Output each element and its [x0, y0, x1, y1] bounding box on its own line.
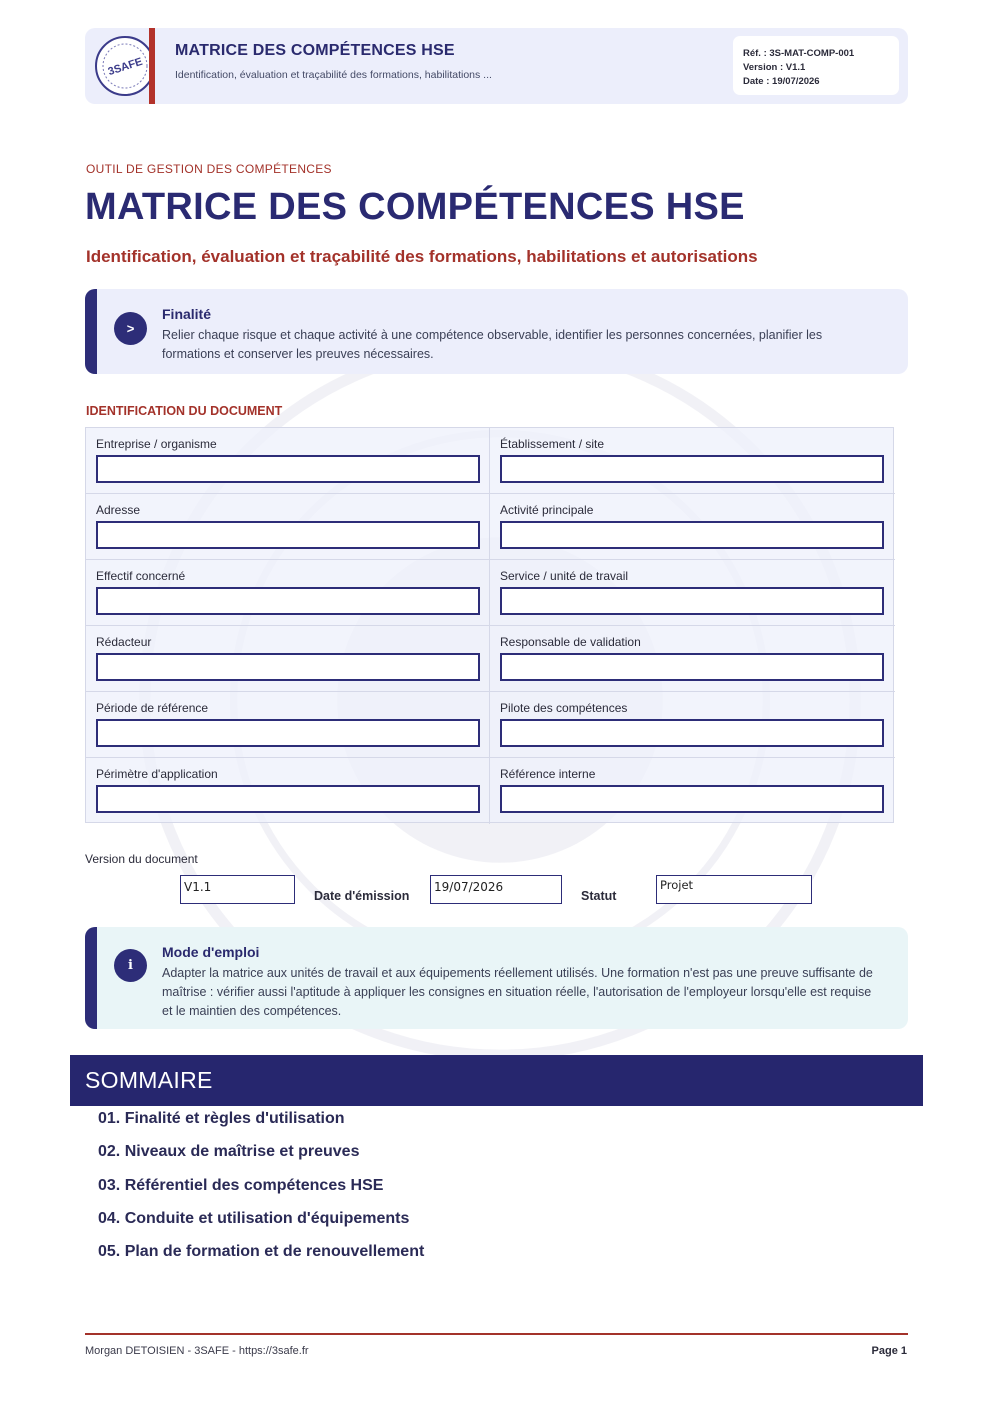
header-accent-bar: [149, 28, 155, 104]
callout-accent-bar: [85, 927, 97, 1029]
field-pilote: [490, 692, 895, 758]
field-reference: [490, 758, 895, 824]
reference-input[interactable]: [500, 785, 884, 813]
date-label: Date d'émission: [314, 889, 410, 903]
field-adresse: [86, 494, 490, 560]
page-title: MATRICE DES COMPÉTENCES HSE: [85, 186, 745, 228]
periode-input[interactable]: [96, 719, 480, 747]
effectif-input[interactable]: [96, 587, 480, 615]
field-service: [490, 560, 895, 626]
identification-title: IDENTIFICATION DU DOCUMENT: [86, 404, 283, 418]
footer-divider: [85, 1333, 908, 1335]
field-label: Établissement / site: [500, 437, 605, 451]
document-meta: [733, 36, 899, 95]
sommaire-item[interactable]: 02. Niveaux de maîtrise et preuves: [98, 1143, 360, 1160]
adresse-input[interactable]: [96, 521, 480, 549]
entreprise-input[interactable]: [96, 455, 480, 483]
header-subtitle: Identification, évaluation et traçabilité des formations, habilitations ...: [175, 69, 492, 81]
etablissement-input[interactable]: [500, 455, 884, 483]
finalite-title: Finalité: [162, 306, 212, 322]
field-responsable: [490, 626, 895, 692]
version-input[interactable]: V1.1: [180, 875, 295, 904]
svg-text:3SAFE: 3SAFE: [106, 55, 145, 79]
field-etablissement: [490, 428, 895, 494]
sommaire-item[interactable]: 05. Plan de formation et de renouvellement: [98, 1243, 425, 1260]
sommaire-item[interactable]: 01. Finalité et règles d'utilisation: [98, 1110, 345, 1127]
mode-emploi-text: Adapter la matrice aux unités de travail et aux équipements réellement utilisés. Une formation n'est pas une preuve suffisante de maîtrise : vérifier aussi l'aptitude à appliquer les consignes en situation réelle, l'autorisation de l'employeur lorsqu'elle est requise et le maintien des compétences.: [162, 966, 873, 1018]
field-label: Activité principale: [500, 503, 594, 517]
perimetre-input[interactable]: [96, 785, 480, 813]
finalite-callout: [85, 289, 908, 374]
status-label: Statut: [581, 889, 617, 903]
meta-version: Version : V1.1: [743, 62, 806, 73]
logo-seal: [93, 34, 157, 98]
page-subtitle: Identification, évaluation et traçabilité des formations, habilitations et autorisations: [86, 247, 758, 266]
field-effectif: [86, 560, 490, 626]
field-entreprise: [86, 428, 490, 494]
sommaire-title: SOMMAIRE: [85, 1067, 213, 1093]
redacteur-input[interactable]: [96, 653, 480, 681]
finalite-text: Relier chaque risque et chaque activité à une compétence observable, identifier les personnes concernées, planifier les formations et conserver les preuves nécessaires.: [162, 328, 823, 361]
field-label: Responsable de validation: [500, 635, 641, 649]
field-perimetre: [86, 758, 490, 824]
field-label: Service / unité de travail: [500, 569, 629, 583]
sommaire-item[interactable]: 03. Référentiel des compétences HSE: [98, 1177, 384, 1194]
activite-input[interactable]: [500, 521, 884, 549]
kicker-label: OUTIL DE GESTION DES COMPÉTENCES: [86, 162, 332, 176]
info-icon: i: [114, 949, 147, 982]
footer-author: Morgan DETOISIEN - 3SAFE - https://3safe.fr: [85, 1345, 309, 1357]
field-label: Période de référence: [96, 701, 209, 715]
version-label: Version du document: [85, 852, 198, 866]
mode-emploi-callout: [85, 927, 908, 1029]
service-input[interactable]: [500, 587, 884, 615]
header-title: MATRICE DES COMPÉTENCES HSE: [175, 42, 455, 59]
chevron-right-icon: >: [114, 312, 147, 345]
document-header: [85, 28, 908, 104]
date-input[interactable]: 19/07/2026: [430, 875, 562, 904]
page-number: Page 1: [871, 1345, 907, 1357]
callout-accent-bar: [85, 289, 97, 374]
status-input[interactable]: Projet: [656, 875, 812, 904]
field-label: Périmètre d'application: [96, 767, 218, 781]
sommaire-item[interactable]: 04. Conduite et utilisation d'équipements: [98, 1210, 410, 1227]
meta-date: Date : 19/07/2026: [743, 76, 820, 87]
identification-grid: [85, 427, 894, 823]
field-label: Référence interne: [500, 767, 596, 781]
field-label: Entreprise / organisme: [96, 437, 217, 451]
field-activite: [490, 494, 895, 560]
mode-emploi-title: Mode d'emploi: [162, 944, 260, 960]
meta-ref: Réf. : 3S-MAT-COMP-001: [743, 48, 855, 59]
field-periode: [86, 692, 490, 758]
field-label: Effectif concerné: [96, 569, 186, 583]
field-label: Adresse: [96, 503, 141, 517]
field-redacteur: [86, 626, 490, 692]
responsable-input[interactable]: [500, 653, 884, 681]
sommaire-band: [70, 1055, 923, 1106]
pilote-input[interactable]: [500, 719, 884, 747]
field-label: Rédacteur: [96, 635, 152, 649]
field-label: Pilote des compétences: [500, 701, 628, 715]
